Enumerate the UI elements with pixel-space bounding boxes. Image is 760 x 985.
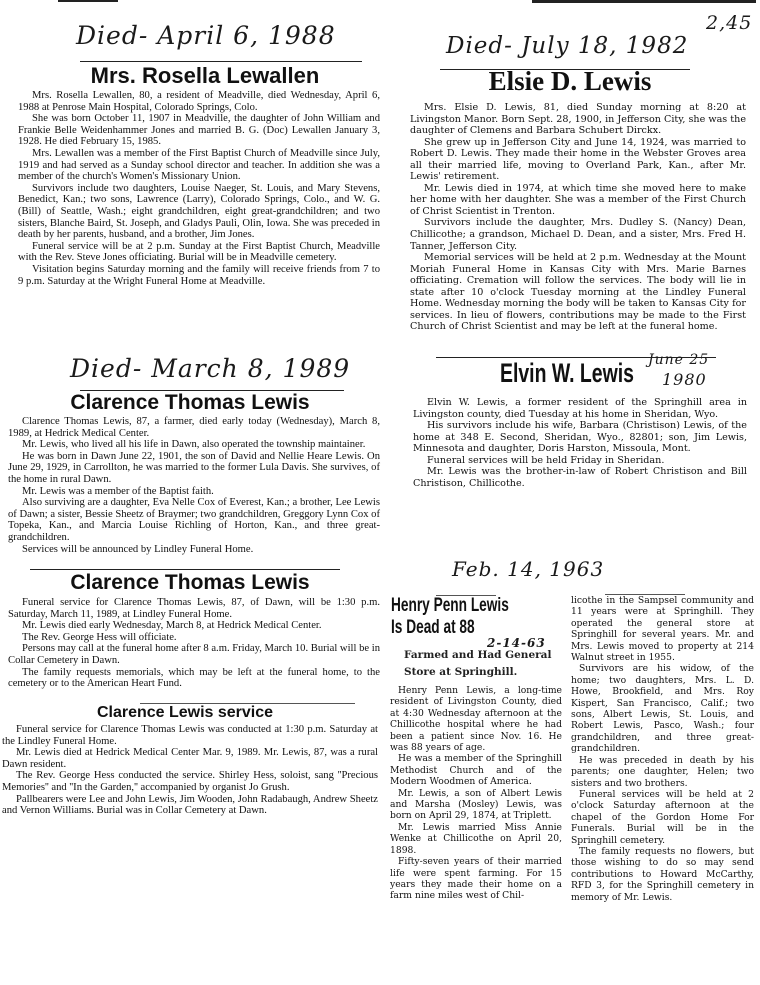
top-edge-rule-right [532,0,756,3]
paragraph: Survivors include the daughter, Mrs. Dudley S. (Nancy) Dean, Chillicothe; a grandson, Michael D. Dean, and a sister, Mrs. Fred H. Tanner, Jefferson City. [410,217,746,252]
handwritten-short-date: 2-14-63 [487,636,546,650]
paragraph: His survivors include his wife, Barbara (Christison) Lewis, of the home at 348 E. Second, Sheridan, Wyo., 82801; son, Jim Lewis, Minnesota and daughter, Doris Harston, Missoula, Mont. [413,420,747,455]
obituary-subhead [404,647,564,681]
paragraph: Funeral services will be held at 2 o'clock Saturday afternoon at the chapel of the Gordon Home For Funerals. Burial will be in the Springhill cemetery. [571,788,754,846]
obituary-body [18,90,380,287]
paragraph: He was born in Dawn June 22, 1901, the son of David and Nellie Heare Lewis. On June 29, 1929, in Carrollton, he was married to the former Lula Davis. She survives, of the home in rural Dawn. [8,450,380,485]
obituary-headline-line2: Is Dead at 88 [391,617,475,638]
paragraph: Clarence Thomas Lewis, 87, a farmer, died early today (Wednesday), March 8, 1989, at Hedrick Medical Center. [8,416,380,439]
paragraph: Funeral service for Clarence Thomas Lewis was conducted at 1:30 p.m. Saturday at the Lindley Funeral Home. [2,724,378,747]
handwritten-death-date: June 25 [648,352,710,368]
top-edge-rule-left [58,0,118,2]
paragraph: Mr. Lewis died early Wednesday, March 8, at Hedrick Medical Center. [22,620,322,632]
paragraph: Mrs. Rosella Lewallen, 80, a resident of Meadville, died Wednesday, April 6, 1988 at Penrose Main Hospital, Colorado Springs, Colo. [18,90,380,113]
handwritten-death-date: Died- July 18, 1982 [446,33,689,59]
paragraph: Henry Penn Lewis, a long-time resident of Livingston County, died at 4:30 Wednesday afternoon at the Chillicothe hospital where he had been a patient since Nov. 16. He was 88 years of age. [390,685,562,754]
paragraph: Mr. Lewis died at Hedrick Medical Center Mar. 9, 1989. Mr. Lewis, 87, was a rural Dawn resident. [2,747,378,770]
headline-rule [30,569,340,570]
obituary-body-column-1 [390,685,562,902]
obituary-headline: Elvin W. Lewis [500,358,634,388]
paragraph: Elvin W. Lewis, a former resident of the Springhill area in Livingston county, died Tuesday at his home in Sheridan, Wyo. [413,397,747,420]
paragraph: She grew up in Jefferson City and June 14, 1924, was married to Robert D. Lewis. They made their home in the Webster Groves area all their married life, moving to Overland Park, Kan., after Mr. Lewis' retirement. [410,136,746,183]
paragraph: Funeral services will be held Friday in Sheridan. [427,454,665,466]
paragraph: Pallbearers were Lee and John Lewis, Jim Wooden, John Radabaugh, Andrew Sheetz and Vernon Williams. Burial was in Collar Cemetery at Dawn. [2,793,378,817]
headline-rule [80,61,362,62]
paragraph: Mr. Lewis married Miss Annie Wenke at Chillicothe on April 20, 1898. [390,821,562,856]
paragraph: Mrs. Elsie D. Lewis, 81, died Sunday morning at 8:20 at Livingston Manor. Born Sept. 28, 1900, in Jefferson City, she was the daughter of Clemens and Barbara Schubert Dirckx. [410,102,746,137]
obituary-headline: Elsie D. Lewis [488,66,652,96]
handwritten-death-year: 1980 [662,370,707,389]
obituary-body-column-2 [571,595,754,903]
paragraph: Visitation begins Saturday morning and the family will receive friends from 7 to 9 p.m. Saturday at the Wright Funeral Home at Meadville. [18,263,380,287]
paragraph: Funeral service for Clarence Thomas Lewis, 87, of Dawn, will be 1:30 p.m. Saturday, March 11, 1989, at Lindley Funeral Home. [8,597,380,620]
paragraph: The Rev. George Hess conducted the service. Shirley Hess, soloist, sang ''Precious Memories'' and ''In the Garden,'' accompanied by organist Jo Grush. [2,770,378,793]
paragraph: The Rev. George Hess will officiate. [22,631,177,643]
paragraph: Mr. Lewis died in 1974, at which time she moved here to make her home with her daughter. She was a member of the First Church of Christ Scientist in Trenton. [410,182,746,217]
paragraph: Funeral service will be at 2 p.m. Sunday at the First Baptist Church, Meadville with the Rev. Steve Jones officiating. Burial will be in Meadville cemetery. [18,240,380,264]
obituary-body [2,724,378,817]
paragraph: Also surviving are a daughter, Eva Nelle Cox of Everest, Kan.; a brother, Lee Lewis of Dawn; a sister, Bessie Sheetz of Braymer; two grandchildren, Greggory Lynn Cox of Topeka, Kan., and Marcia Louise Richling of Horton, Kan., and three great-grandchildren. [8,497,380,543]
paragraph: The family requests no flowers, but those wishing to do so may send contributions to Howard McCarthy, RFD 3, for the Springhill cemetery in memory of Mr. Lewis. [571,845,754,903]
paragraph: Mr. Lewis, a son of Albert Lewis and Marsha (Mosley) Lewis, was born on April 29, 1874, at Triplett. [390,787,562,822]
handwritten-death-date: Died- March 8, 1989 [70,354,351,383]
obituary-headline: Clarence Thomas Lewis [70,391,310,414]
paragraph: Memorial services will be held at 2 p.m. Wednesday at the Mount Moriah Funeral Home in Kansas City with Mrs. Marie Barnes officiating. Cremation will follow the services. The body will lie in state after 10 o'clock Tuesday morning at the Lindley Funeral Home. Wednesday morning the body will be taken to Kansas City for services. In lieu of flowers, contributions may be made to the First Church of Christ Scientist and may be left at the funeral home. [410,252,746,333]
obituary-headline-line1: Henry Penn Lewis [391,595,509,616]
paragraph: She was born October 11, 1907 in Meadville, the daughter of John William and Frankie Belle Weidenhammer Jones and married B. G. (Doc) Lewallen January 3, 1928. He died February 15, 1985. [18,113,380,148]
obituary-headline: Clarence Thomas Lewis [70,571,310,594]
subhead-line: Store at Springhill. [404,666,518,678]
handwritten-death-date: Feb. 14, 1963 [452,557,605,581]
paragraph: He was a member of the Springhill Methodist Church and of the Modern Woodmen of America. [390,753,562,788]
obituary-headline: Clarence Lewis service [96,704,274,721]
obituary-body [8,416,380,555]
paragraph: Services will be announced by Lindley Funeral Home. [22,543,254,555]
paragraph: Mr. Lewis, who lived all his life in Dawn, also operated the township maintainer. [22,439,366,451]
paragraph: Mr. Lewis was a member of the Baptist faith. [22,485,214,497]
handwritten-death-date: Died- April 6, 1988 [76,21,336,50]
obituary-body [8,597,380,690]
paragraph: He was preceded in death by his parents; one daughter, Helen; two sisters and two brothers. [571,754,754,789]
paragraph: Survivors are his widow, of the home; two daughters, Mrs. L. D. Howe, Brookfield, and Mrs. Roy Kispert, San Francisco, Calif.; two sons, Albert Lewis, St. Louis, and Robert Lewis, Pasco, Wash.; four grandchildren, and three great-grandchildren. [571,663,754,755]
subhead-line: Farmed and Had General [404,649,552,661]
obituary-body [410,102,746,333]
paragraph: Mrs. Lewallen was a member of the First Baptist Church of Meadville since July, 1919 and had served as a Sunday school director and teacher. In addition she was a member of the church's Women's Missionary Union. [18,147,380,183]
corner-page-note: 2,45 [706,12,753,34]
obituary-headline: Mrs. Rosella Lewallen [90,63,320,88]
paragraph: Mr. Lewis was the brother-in-law of Robert Christison and Bill Christison, Chillicothe. [413,466,747,489]
paragraph: Persons may call at the funeral home after 8 a.m. Friday, March 10. Burial will be in Collar Cemetery in Dawn. [8,643,380,666]
paragraph: Survivors include two daughters, Louise Naeger, St. Louis, and Mary Stevens, Benedict, Kan.; two sons, Lawrence (Larry), Colorado Springs, Colo., and W. G. (Bill) of Seattle, Wash.; eight grandchildren, eight great-grandchildren; and two sisters, Blanche Baird, St. Joseph, and Gladys Pauli, Olin, Iowa. She was preceded in death by her parents, husband, and a brother, Jim Jones. [18,182,380,241]
obituary-body [413,397,747,489]
paragraph: Fifty-seven years of their married life were spent farming. For 15 years they made their home on a farm nine miles west of Chil- [390,856,562,902]
paragraph: licothe in the Sampsel community and 11 years were at Springhill. They operated the general store at Springhill for several years. Mr. and Mrs. Lewis moved to property at 214 Walnut street in 1955. [571,595,754,664]
paragraph: The family requests memorials, which may be left at the funeral home, to the cemetery or to the American Heart Fund. [8,666,380,690]
